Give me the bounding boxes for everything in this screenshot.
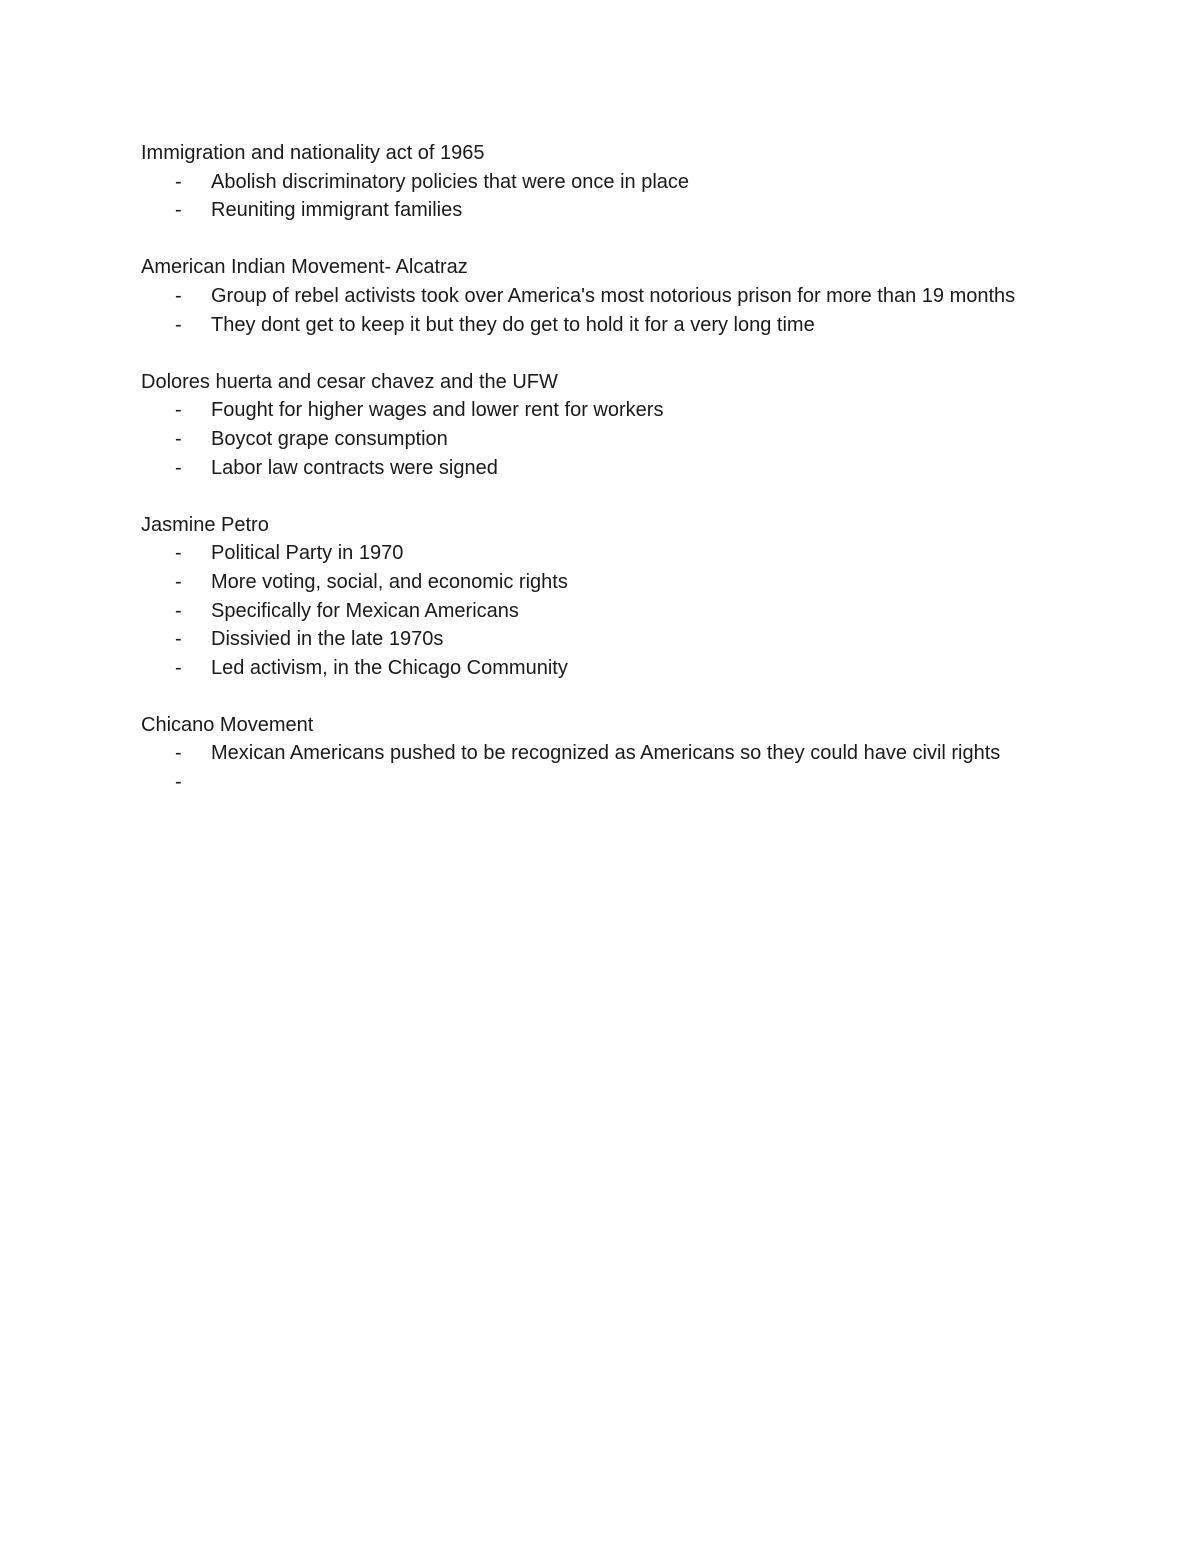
bullet-dash: -	[175, 399, 182, 422]
list-item	[141, 311, 1041, 340]
bullet-text: Specifically for Mexican Americans	[211, 599, 519, 622]
list-item	[141, 454, 1041, 483]
section-chicano-movement	[141, 711, 1041, 797]
list-item	[141, 425, 1041, 454]
list-item	[141, 654, 1041, 683]
bullet-list	[141, 396, 1041, 482]
list-item	[141, 282, 1041, 311]
bullet-dash: -	[175, 771, 182, 794]
list-item	[141, 168, 1041, 197]
bullet-text: More voting, social, and economic rights	[211, 570, 568, 593]
bullet-text: Abolish discriminatory policies that were once in place	[211, 170, 690, 193]
bullet-text: Mexican Americans pushed to be recognized as Americans so they could have civil rights	[211, 742, 1001, 765]
bullet-text: Labor law contracts were signed	[211, 456, 498, 479]
bullet-text: Fought for higher wages and lower rent for workers	[211, 399, 664, 422]
list-item	[141, 539, 1041, 568]
bullet-dash: -	[175, 599, 182, 622]
list-item	[141, 625, 1041, 654]
bullet-dash: -	[175, 199, 182, 222]
section-heading: Immigration and nationality act of 1965	[141, 142, 485, 164]
section-immigration-act	[141, 139, 1041, 225]
bullet-dash: -	[175, 427, 182, 450]
section-heading: Dolores huerta and cesar chavez and the UFW	[141, 370, 558, 393]
section-jasmine-petro	[141, 511, 1041, 683]
bullet-text: Political Party in 1970	[211, 542, 404, 565]
bullet-text: Boycot grape consumption	[211, 427, 448, 450]
bullet-text: Dissivied in the late 1970s	[211, 628, 444, 651]
bullet-dash: -	[175, 656, 182, 679]
bullet-dash: -	[175, 628, 182, 651]
section-heading: Jasmine Petro	[141, 513, 269, 536]
bullet-list	[141, 739, 1041, 796]
bullet-dash: -	[175, 542, 182, 565]
section-heading: Chicano Movement	[141, 713, 314, 736]
section-american-indian-movement	[141, 253, 1041, 339]
bullet-text: Group of rebel activists took over America's most notorious prison for more than 19 months	[211, 284, 1016, 307]
bullet-list	[141, 168, 1041, 225]
bullet-text: Led activism, in the Chicago Community	[211, 656, 568, 679]
bullet-text: Reuniting immigrant families	[211, 199, 463, 222]
bullet-dash: -	[175, 313, 182, 336]
bullet-dash: -	[175, 456, 182, 479]
bullet-list	[141, 539, 1041, 682]
list-item	[141, 768, 1041, 797]
list-item	[141, 568, 1041, 597]
document-body	[141, 139, 1041, 825]
list-item	[141, 597, 1041, 626]
list-item	[141, 196, 1041, 225]
bullet-dash: -	[175, 170, 182, 193]
bullet-dash: -	[175, 742, 182, 765]
bullet-text: They dont get to keep it but they do get to hold it for a very long time	[211, 313, 815, 336]
bullet-dash: -	[175, 284, 182, 307]
bullet-dash: -	[175, 570, 182, 593]
section-ufw	[141, 368, 1041, 482]
bullet-list	[141, 282, 1041, 339]
section-heading: American Indian Movement- Alcatraz	[141, 256, 468, 279]
list-item	[141, 396, 1041, 425]
list-item	[141, 739, 1041, 768]
